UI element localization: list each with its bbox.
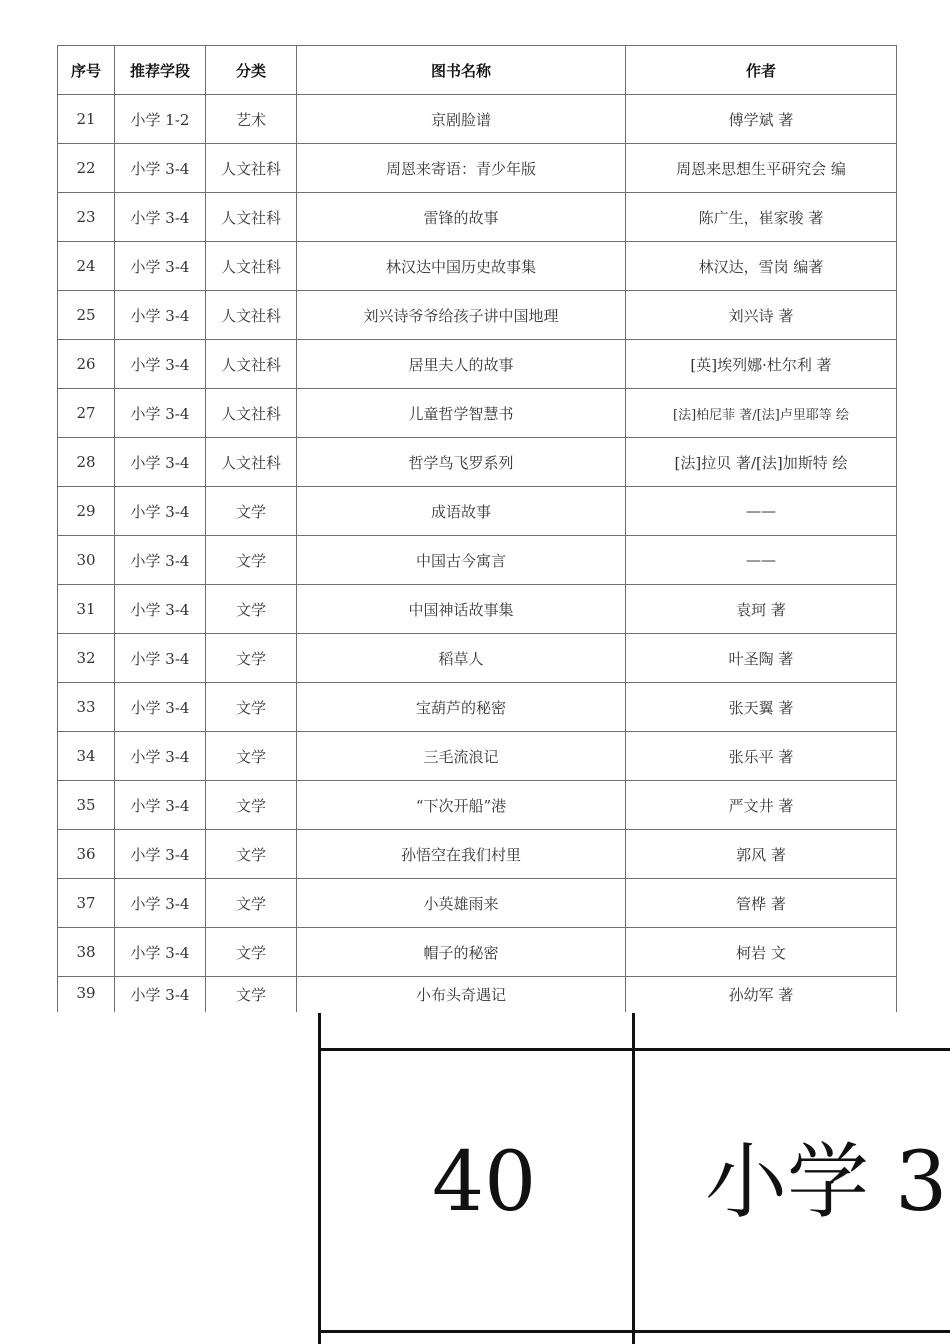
cell-stage: 小学 3-4	[115, 634, 206, 683]
cell-number: 37	[58, 879, 115, 928]
table-row	[58, 928, 897, 977]
cell-number: 38	[58, 928, 115, 977]
cell-title: “下次开船”港	[297, 781, 626, 830]
cell-stage: 小学 3-4	[115, 242, 206, 291]
cell-author: 林汉达，雪岗 编著	[626, 242, 897, 291]
cell-author: [英]埃列娜·杜尔利 著	[626, 340, 897, 389]
cell-category: 人文社科	[206, 144, 297, 193]
cell-title: 京剧脸谱	[297, 95, 626, 144]
cell-category: 文学	[206, 830, 297, 879]
table-row	[58, 144, 897, 193]
cell-category: 文学	[206, 634, 297, 683]
zoom-column-divider	[632, 1013, 635, 1344]
cell-stage: 小学 3-4	[115, 487, 206, 536]
cell-number: 34	[58, 732, 115, 781]
table-row	[58, 830, 897, 879]
cell-number: 29	[58, 487, 115, 536]
header-title: 图书名称	[297, 46, 626, 95]
table-row	[58, 487, 897, 536]
table-row	[58, 536, 897, 585]
table-row	[58, 585, 897, 634]
cell-stage: 小学 3-4	[115, 683, 206, 732]
cell-title: 小布头奇遇记	[297, 977, 626, 1013]
header-author: 作者	[626, 46, 897, 95]
cell-title: 成语故事	[297, 487, 626, 536]
cell-author: ——	[626, 536, 897, 585]
cell-author: 张乐平 著	[626, 732, 897, 781]
cell-number: 30	[58, 536, 115, 585]
cell-author: 傅学斌 著	[626, 95, 897, 144]
cell-category: 文学	[206, 928, 297, 977]
cell-category: 艺术	[206, 95, 297, 144]
cell-category: 文学	[206, 977, 297, 1013]
cell-stage: 小学 3-4	[115, 830, 206, 879]
table-row	[58, 438, 897, 487]
cell-stage: 小学 3-4	[115, 928, 206, 977]
cell-stage: 小学 3-4	[115, 291, 206, 340]
cell-stage: 小学 3-4	[115, 438, 206, 487]
cell-category: 人文社科	[206, 193, 297, 242]
table-row	[58, 291, 897, 340]
cell-title: 周恩来寄语：青少年版	[297, 144, 626, 193]
cell-category: 文学	[206, 879, 297, 928]
cell-number: 27	[58, 389, 115, 438]
cell-title: 居里夫人的故事	[297, 340, 626, 389]
cell-number: 21	[58, 95, 115, 144]
cell-stage: 小学 3-4	[115, 144, 206, 193]
table-row	[58, 879, 897, 928]
cell-author: 叶圣陶 著	[626, 634, 897, 683]
cell-author: 张天翼 著	[626, 683, 897, 732]
cell-category: 人文社科	[206, 389, 297, 438]
cell-category: 文学	[206, 683, 297, 732]
table-row	[58, 634, 897, 683]
header-category: 分类	[206, 46, 297, 95]
cell-category: 文学	[206, 781, 297, 830]
cell-category: 文学	[206, 585, 297, 634]
cell-title: 帽子的秘密	[297, 928, 626, 977]
zoom-left-border	[318, 1013, 321, 1344]
zoomed-table-fragment	[0, 1013, 950, 1344]
cell-number: 24	[58, 242, 115, 291]
cell-title: 中国神话故事集	[297, 585, 626, 634]
zoom-row-bottom-border	[318, 1330, 950, 1333]
zoom-row-top-border	[318, 1048, 950, 1051]
cell-number: 32	[58, 634, 115, 683]
cell-stage: 小学 3-4	[115, 340, 206, 389]
cell-number: 36	[58, 830, 115, 879]
cell-stage: 小学 3-4	[115, 781, 206, 830]
cell-number: 25	[58, 291, 115, 340]
zoom-row-stage: 小学 3	[705, 1135, 948, 1230]
cell-author: 管桦 著	[626, 879, 897, 928]
cell-title: 小英雄雨来	[297, 879, 626, 928]
zoom-row-number: 40	[432, 1135, 537, 1230]
cell-stage: 小学 3-4	[115, 879, 206, 928]
cell-number: 39	[58, 977, 115, 1013]
cell-stage: 小学 3-4	[115, 536, 206, 585]
cell-category: 人文社科	[206, 291, 297, 340]
table-row	[58, 732, 897, 781]
cell-category: 人文社科	[206, 242, 297, 291]
table-row	[58, 95, 897, 144]
cell-author: 严文井 著	[626, 781, 897, 830]
cell-category: 文学	[206, 536, 297, 585]
cell-number: 26	[58, 340, 115, 389]
cell-category: 人文社科	[206, 438, 297, 487]
cell-stage: 小学 3-4	[115, 585, 206, 634]
book-list-table	[57, 45, 897, 1012]
header-number: 序号	[58, 46, 115, 95]
header-stage: 推荐学段	[115, 46, 206, 95]
cell-title: 孙悟空在我们村里	[297, 830, 626, 879]
table-row	[58, 683, 897, 732]
cell-author: ——	[626, 487, 897, 536]
cell-author: 陈广生，崔家骏 著	[626, 193, 897, 242]
table-row	[58, 340, 897, 389]
cell-category: 人文社科	[206, 340, 297, 389]
cell-title: 刘兴诗爷爷给孩子讲中国地理	[297, 291, 626, 340]
cell-title: 稻草人	[297, 634, 626, 683]
table-row	[58, 977, 897, 1013]
cell-title: 儿童哲学智慧书	[297, 389, 626, 438]
cell-title: 三毛流浪记	[297, 732, 626, 781]
cell-author: 周恩来思想生平研究会 编	[626, 144, 897, 193]
cell-number: 35	[58, 781, 115, 830]
cell-stage: 小学 3-4	[115, 732, 206, 781]
cell-title: 哲学鸟飞罗系列	[297, 438, 626, 487]
cell-stage: 小学 3-4	[115, 389, 206, 438]
cell-author: 柯岩 文	[626, 928, 897, 977]
cell-title: 雷锋的故事	[297, 193, 626, 242]
table-header-row	[58, 46, 897, 95]
cell-stage: 小学 1-2	[115, 95, 206, 144]
table-row	[58, 781, 897, 830]
cell-number: 22	[58, 144, 115, 193]
cell-number: 33	[58, 683, 115, 732]
cell-stage: 小学 3-4	[115, 193, 206, 242]
cell-author: 孙幼军 著	[626, 977, 897, 1013]
cell-number: 23	[58, 193, 115, 242]
cell-title: 宝葫芦的秘密	[297, 683, 626, 732]
cell-author: [法]柏尼菲 著/[法]卢里耶等 绘	[626, 389, 897, 438]
cell-category: 文学	[206, 487, 297, 536]
cell-number: 28	[58, 438, 115, 487]
table-row	[58, 193, 897, 242]
cell-title: 林汉达中国历史故事集	[297, 242, 626, 291]
cell-category: 文学	[206, 732, 297, 781]
cell-author: 刘兴诗 著	[626, 291, 897, 340]
table-row	[58, 242, 897, 291]
cell-number: 31	[58, 585, 115, 634]
cell-stage: 小学 3-4	[115, 977, 206, 1013]
cell-author: 郭风 著	[626, 830, 897, 879]
cell-title: 中国古今寓言	[297, 536, 626, 585]
table-row	[58, 389, 897, 438]
cell-author: [法]拉贝 著/[法]加斯特 绘	[626, 438, 897, 487]
cell-author: 袁珂 著	[626, 585, 897, 634]
